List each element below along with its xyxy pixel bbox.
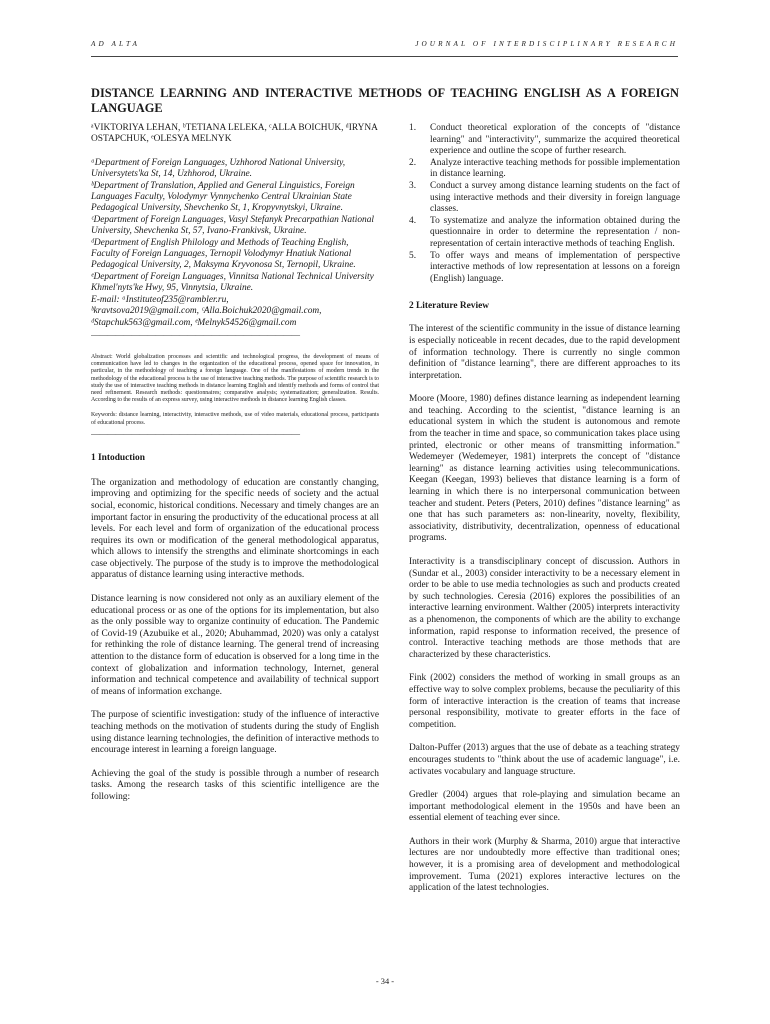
email-line-2: ᵇkravtsova2019@gmail.com, ᶜAlla.Boichuk2020@gmail.com, [91,306,322,317]
review-paragraph: Interactivity is a transdisciplinary concept of discussion. Authors in (Sundar et al., 2003) consider interactivity to be a necessary element in order to be able to use media technologies as such and products created by such technologies. Ceresia (2016) explores the possibilities of an interactive learning environment. Walther (2005) interprets interactivity as a phenomenon, the components of which are the ability to exchange information, rapid response to information received, the presence of control. Interactive teaching methods are those methods that are characterized by these characteristics. [409,557,680,660]
affiliation-d: ᵈDepartment of English Philology and Methods of Teaching English, Faculty of Foreign Languages, Ternopil Volodymyr Hnatiuk National Pedagogical University, 2, Maksyma Kryvonosa St, Ternopil, Ukraine. [91,237,356,271]
separator-bottom: —————————————————————————— [91,428,299,439]
literature-review-heading: 2 Literature Review [409,301,490,312]
intro-paragraph: Achieving the goal of the study is possible through a number of research tasks. Among the research tasks of this scientific intelligence are the following: [91,768,379,802]
left-column [91,123,379,804]
email-line-1: E-mail: ᵃInstituteof235@rambler.ru, [91,294,229,305]
review-paragraph: The interest of the scientific community in the issue of distance learning is especially noticeable in recent decades, due to the rapid development of information technology. There is currently no single common definition of "distance learning", there are different approaches to its interpretation. [409,324,681,381]
email-line-3: ᵈStapchuk563@gmail.com, ᵉMelnyk54526@gmail.com [91,317,297,328]
list-item: 3. Conduct a survey among distance learning students on the fact of using interactive methods and their diversity in foreign language classes. [409,180,680,215]
review-paragraph: Moore (Moore, 1980) defines distance learning as independent learning and teaching. According to the scientist, "distance learning is an educational system in which the student is autonomous and remote from the teacher in time and space, so communication takes place using printed, electronic or other means of transmitting information." Wedemeyer (Wedemeyer, 1981) interprets the concept of "distance learning" as distance learning activities using telecommunications. Keegan (Keegan, 1993) believes that distance learning is a form of learning in which there is no interpersonal communication between teacher and student. Peters (Peters, 2010) defines "distance learning" as one that has such parameters as: non-linearity, novelty, flexibility, associativity, distributivity, decentralization, openness of educational programs. [409,394,680,544]
running-header [91,40,678,54]
intro-paragraph: The purpose of scientific investigation: study of the influence of interactive teaching methods on the motivation of students during the study of English using distance learning technologies, the definition of interactive methods to encourage interest in learning a foreign language. [91,710,379,756]
intro-paragraph: Distance learning is now considered not only as an auxiliary element of the educational process or as one of the options for its implementation, but also as the only possible way to organize continuity of education. The Pandemic of Covid-19 (Azubuike et al., 2020; Abuhammad, 2020) was only a catalyst for rethinking the role of distance learning. The general trend of increasing attention to the distance form of education is observed for a long time in the context of globalization and information technology, Internet, general information and technical competence and availability of technical support of means of information exchange. [91,594,379,697]
page-number: - 34 - [375,977,395,986]
right-column [409,123,680,895]
list-item: 5. To offer ways and means of implementation of perspective interactive methods of low representation at lessons on a foreign (English) language. [409,250,680,284]
intro-heading: 1 Intoduction [91,452,145,463]
review-paragraph: Authors in their work (Murphy & Sharma, 2010) argue that interactive lectures are nor undoubtedly more effective than traditional ones; however, it is a promising area of development and methodological improvement. Tuma (2021) explores interactive lectures on the application of the latest technologies. [409,836,680,894]
review-paragraph: Fink (2002) considers the method of working in small groups as an effective way to solve complex problems, because the peculiarity of this form of interactive interaction is the creation of teams that increase personal responsibility, motivate to greater efforts in the face of competition. [409,673,680,730]
affiliations [91,158,379,329]
list-item: 2. Analyze interactive teaching methods for possible implementation in distance learning. [409,157,680,180]
abstract: Abstract: World globalization processes and scientific and technological progress, the development of means of communication have led to changes in the organization of the educational process, opened space for innovation, in particular, in the methodology of teaching a foreign language. One of the manifestations of modern trends in the methodology of the educational process is the use of interactive teaching methods. The purpose of scientific research is to study the use of interactive teaching methods in distance learning English and identify methods and forms of control that need refinement. Research methods: questionnaires; comparative analysis; systematization; generalization. Results. According to the results of an express survey, using interactive methods in distance learning English classes. [91,353,379,404]
keywords: Keywords: distance learning, interactivity, interactive methods, use of video materials, educational process, participants of educational process. [91,412,379,426]
review-paragraph: Dalton-Puffer (2013) argues that the use of debate as a teaching strategy encourages students to "think about the use of academic language", i.e. activates vocabulary and language structure. [409,743,680,777]
affiliation-a: ᵃDepartment of Foreign Languages, Uzhhorod National University, Universytets'ka St, 14, Uzhhorod, Ukraine. [91,157,346,180]
author-list: ᵃVIKTORIYA LEHAN, ᵇTETIANA LELEKA, ᶜALLA BOICHUK, ᵈIRYNA OSTAPCHUK, ᵉOLESYA MELNYK [91,123,378,145]
affiliation-b: ᵇDepartment of Translation, Applied and General Linguistics, Foreign Languages Faculty, Volodymyr Vynnychenko Central Ukrainian State Pedagogical University, Shevchenko St, 1, Kropyvnytskyi, Ukraine. [91,180,355,214]
paper-title: DISTANCE LEARNING AND INTERACTIVE METHODS OF TEACHING ENGLISH AS A FOREIGN LANGUAGE [91,86,679,115]
intro-paragraph: The organization and methodology of education are constantly changing, improving and optimizing for the specific needs of society and the actual social, economic, historical conditions. Necessary and timely changes are an important factor in ensuring the productivity of the educational process at all levels. For each level and form of organization of the educational process requires its own or modification of the general methodological apparatus, which allows to intensify the strengths and eliminate shortcomings in each case objectively. The purpose of the study is to improve the methodological apparatus of distance learning using interactive methods. [91,477,379,581]
review-paragraph: Gredler (2004) argues that role-playing and simulation became an important methodological element in the 1950s and have been an essential element of teaching ever since. [409,790,680,824]
research-task-list [409,123,680,285]
journal-full-name: JOURNAL OF INTERDISCIPLINARY RESEARCH [415,40,678,48]
list-item: 4. To systematize and analyze the information obtained during the questionnaire in order to determine the representation / non-representation of certain interactive methods of teaching English. [409,215,680,249]
header-divider [91,56,678,57]
separator-top: —————————————————————————— [91,329,299,340]
list-item: 1. Conduct theoretical exploration of the concepts of "distance learning" and "interactivity", summarize the acquired theoretical experience and outline the scope of further research. [409,123,680,157]
journal-short-name: AD ALTA [91,40,141,48]
affiliation-e: ᵉDepartment of Foreign Languages, Vinnitsa National Technical University Khmel'nyts'ke Hwy, 95, Vinnytsia, Ukraine. [91,271,374,294]
affiliation-c: ᶜDepartment of Foreign Languages, Vasyl Stefanyk Precarpathian National University, Shevchenka St, 57, Ivano-Frankivsk, Ukraine. [91,214,374,237]
